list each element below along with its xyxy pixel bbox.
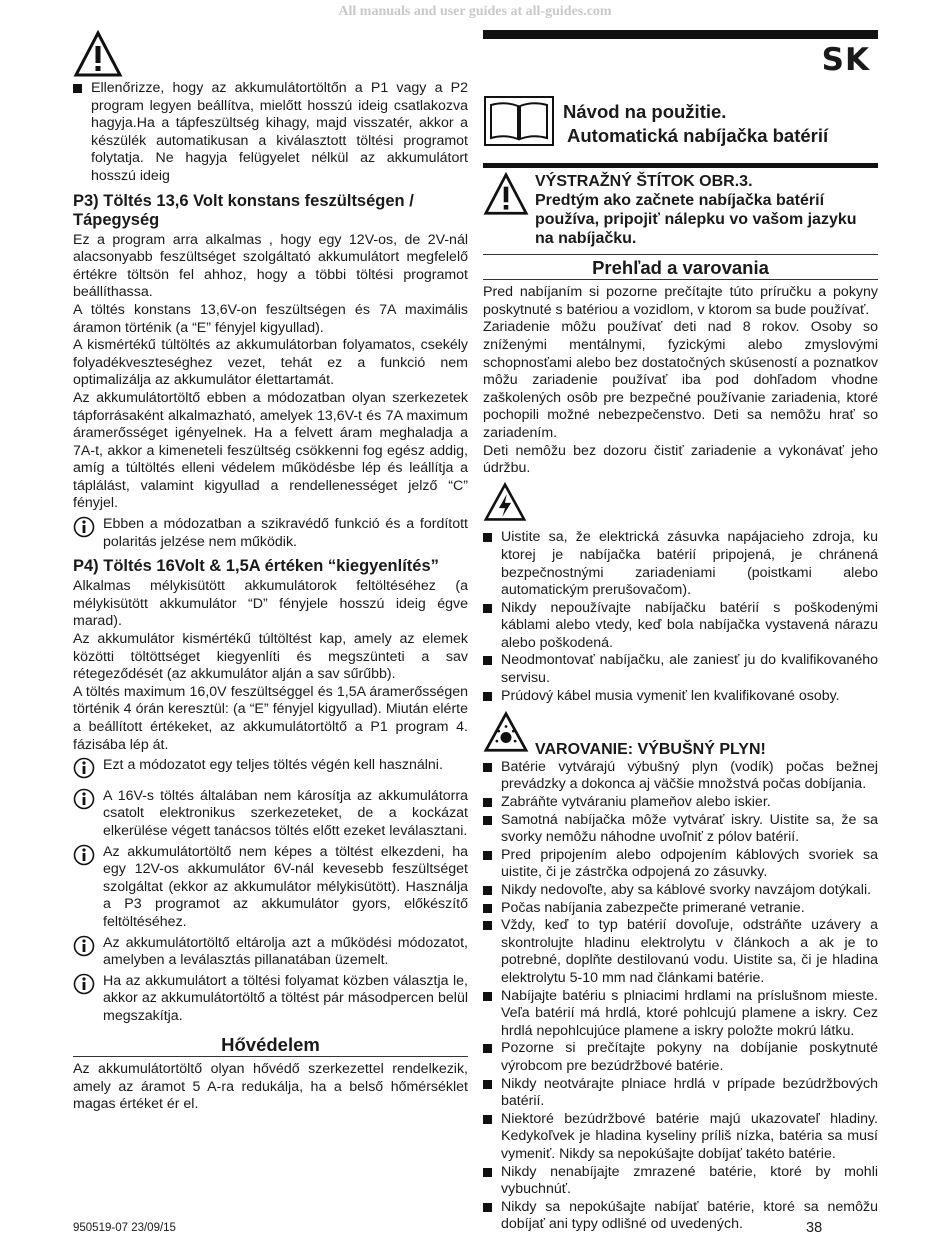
warning-triangle-icon xyxy=(73,30,468,80)
paragraph: Alkalmas mélykisütött akkumulátorok feltöltéséhez (a mélykisütött akkumulátor “D” fényjele hosszú ideig égve marad). xyxy=(73,578,468,630)
section-title-overview: Prehľad a varovania xyxy=(483,254,878,281)
title-line1: Návod na použitie. xyxy=(563,100,727,122)
list-item: Pred pripojením alebo odpojením káblových svoriek sa uistite, či je zástrčka odpojená zo zásuvky. xyxy=(483,847,878,882)
paragraph: Zariadenie môžu používať deti nad 8 rokov. Osoby so zníženými mentálnymi, fyzickými alebo zmyslovými schopnosťami alebo bez dostatočných skúseností a poznatkov môžu zariadenie používať iba pod dohľadom vhodne zaškolených osôb pre bezpečné používanie zariadenia, ktoré pochopili možné nebezpečenstvo. Deti sa nemôžu hrať so zariadením. xyxy=(483,319,878,441)
explosive-gas-icon xyxy=(483,711,535,759)
watermark: All manuals and user guides at all-guides.com xyxy=(338,4,612,19)
paragraph: Deti nemôžu bez dozoru čistiť zariadenie a vykonávať jeho údržbu. xyxy=(483,442,878,477)
list-item: Nikdy sa nepokúšajte nabíjať batérie, ktoré sa nemôžu dobíjať ani typy odlišné od uvedených. xyxy=(483,1199,878,1234)
list-item: Vždy, keď to typ batérií dovoľuje, odstráňte uzávery a skontrolujte hladinu elektrolytu v článkoch a ak je to potrebné, doplňte destilovanú vodu. Uistite sa, či je hladina elektrolytu 5-10 mm nad článkami batérie. xyxy=(483,917,878,987)
list-item: Ellenőrizze, hogy az akkumulátortöltőn a P1 vagy a P2 program legyen beállítva, mielőtt hosszú ideig csatlakozva hagyja.Ha a tápfeszültség kihagy, majd visszatér, akkor a készülék automatikusan a kiválasztott töltési programot folytatja. Ne hagyja felügyelet nélkül az akkumulátort hosszú ideig xyxy=(73,80,468,186)
paragraph: A töltés konstans 13,6V-on feszültségen és 7A maximális áramon történik (a “E” fényjel kigyullad). xyxy=(73,301,468,336)
section-title-heat: Hővédelem xyxy=(73,1032,468,1058)
section-title-p3: P3) Töltés 13,6 Volt konstans feszültségen / Tápegység xyxy=(73,191,414,229)
list-item: Uistite sa, že elektrická zásuvka napájacieho zdroja, ku ktorej je nabíjačka batérií pripojená, je chránená bezpečnostnými zariadeniami (poistkami alebo automatickým prerušovačom). xyxy=(483,529,878,599)
gas-warning-heading xyxy=(483,711,878,759)
paragraph: Pred nabíjaním si pozorne prečítajte túto príručku a pokyny poskytnuté s batériou a vozidlom, v ktorom sa bude používať. xyxy=(483,284,878,318)
list-item: Počas nabíjania zabezpečte primerané vetranie. xyxy=(483,900,878,918)
label-title: VÝSTRAŽNÝ ŠTÍTOK OBR.3. xyxy=(535,172,753,190)
language-header: SK xyxy=(483,30,878,83)
info-circle-icon xyxy=(73,973,103,1001)
paragraph: Az akkumulátor kismértékű túltöltést kap, amely az elemek közötti töltöttséget kiegyenlíti és megszünteti a sav rétegeződését (az akkumulátor alján a sav sűrűbb). xyxy=(73,631,468,683)
paragraph: A kismértékű túltöltés az akkumulátorban folyamatos, csekély folyadékveszteséghez vezet, tehát ez a funkció nem optimalizálja az akkumulátor élettartamát. xyxy=(73,337,468,389)
list-item: Pozorne si prečítajte pokyny na dobíjanie poskytnuté výrobcom pre bezúdržbové batérie. xyxy=(483,1040,878,1075)
warning-label-block xyxy=(483,163,878,248)
info-note: A 16V-s töltés általában nem károsítja az akkumulátorra csatolt elektronikus szerkezeteket, de a kockázat elkerülése végett tanácsos töltés előtt ezeket leválasztani. xyxy=(73,788,468,841)
list-item: Samotná nabíjačka môže vytvárať iskry. Uistite sa, že sa svorky nemôžu náhodne uvoľniť z pólov batérií. xyxy=(483,812,878,847)
list-item: Nabíjajte batériu s plniacimi hrdlami na príslušnom mieste. Veľa batérií má hrdlá, ktoré pohlcujú plamene a iskry. Cez hrdlá nepohlcujúce plamene a iskry položte mokrú látku. xyxy=(483,988,878,1041)
info-circle-icon xyxy=(73,516,103,544)
title-line2: Automatická nabíjačka batérií xyxy=(567,124,829,146)
label-text: Predtým ako začnete nabíjačka batérií používa, pripojiť nálepku vo vašom jazyku na nabíjačku. xyxy=(535,191,857,247)
info-circle-icon xyxy=(73,844,103,872)
info-circle-icon xyxy=(73,935,103,963)
manual-title-block xyxy=(483,95,878,153)
left-column xyxy=(73,30,468,1114)
info-note: Az akkumulátortöltő eltárolja azt a működési módozatot, amelyben a leválasztás pillanatában üzemelt. xyxy=(73,935,468,970)
open-book-icon xyxy=(483,95,563,153)
paragraph: Az akkumulátortöltő olyan hővédő szerkezettel rendelkezik, amely az áramot 5 A-ra redukálja, ha a belső hőmérséklet magas értéket ér el. xyxy=(73,1061,468,1113)
info-circle-icon xyxy=(73,757,103,785)
list-item: Batérie vytvárajú výbušný plyn (vodík) počas bežnej prevádzky a dokonca aj väčšie množstvá počas dobíjania. xyxy=(483,759,878,794)
info-note: Ha az akkumulátort a töltési folyamat közben választja le, akkor az akkumulátortöltő a töltést pár másodpercen belül megszakítja. xyxy=(73,973,468,1026)
list-item: Nikdy neotvárajte plniace hrdlá v prípade bezúdržbových batérií. xyxy=(483,1076,878,1111)
footer-code: 950519-07 23/09/15 xyxy=(73,1222,176,1234)
paragraph: Az akkumulátortöltő ebben a módozatban olyan szerkezetek tápforrásaként alkalmazható, amelyek 13,6V-t és 7A maximum áramerősséget igényelnek. Ha a felvett áram meghaladja a 7A-t, akkor a kimeneteli feszültség csökkenni fog egész addig, amíg a túltöltés elleni védelem működésbe lép és leállítja a táplálást, valamint kigyullad a rendellenességet jelző “C” fényjel. xyxy=(73,389,468,512)
section-title-p4: P4) Töltés 16Volt & 1,5A értéken “kiegyenlítés” xyxy=(73,557,439,576)
electric-shock-icon xyxy=(483,482,878,528)
list-item: Zabráňte vytváraniu plameňov alebo iskier. xyxy=(483,794,878,812)
page-number: 38 xyxy=(806,1220,823,1236)
list-item: Niektoré bezúdržbové batérie majú ukazovateľ hladiny. Kedykoľvek je hladina kyseliny príliš nízka, batéria sa musí vymeniť. Nikdy sa nepokúšajte dobíjať takéto batérie. xyxy=(483,1111,878,1164)
list-item: Nikdy nenabíjajte zmrazené batérie, ktoré by mohli vybuchnúť. xyxy=(483,1164,878,1199)
paragraph: A töltés maximum 16,0V feszültséggel és 1,5A áramerősségen történik 4 órán keresztül: (a “E” fényjel kigyullad). Miután elérte a beállított értékeket, az akkumulátortöltő a P1 program 4. fázisába lép át. xyxy=(73,683,468,753)
info-note: Ebben a módozatban a szikravédő funkció és a fordított polaritás jelzése nem működik. xyxy=(73,516,468,551)
info-note: Ezt a módozatot egy teljes töltés végén kell használni. xyxy=(73,757,468,785)
paragraph: Ez a program arra alkalmas , hogy egy 12V-os, de 2V-nál alacsonyabb feszültséget szolgáltató akkumulátort megfelelő értékre töltsön fel ahhoz, hogy a többi töltési programot beállíthassa. xyxy=(73,231,468,301)
list-item: Prúdový kábel musia vymeniť len kvalifikované osoby. xyxy=(483,688,878,706)
right-column xyxy=(483,30,878,1234)
gas-warning-title: VAROVANIE: VÝBUŠNÝ PLYN! xyxy=(535,741,766,759)
warning-triangle-icon xyxy=(483,172,535,222)
list-item: Nikdy nedovoľte, aby sa káblové svorky navzájom dotýkali. xyxy=(483,882,878,900)
list-item: Neodmontovať nabíjačku, ale zaniesť ju do kvalifikovaného servisu. xyxy=(483,652,878,687)
info-circle-icon xyxy=(73,788,103,816)
info-note: Az akkumulátortöltő nem képes a töltést elkezdeni, ha egy 12V-os akkumulátor 6V-nál kevesebb feszültséget szolgáltat (ekkor az akkumulátor mélykisütött). Használja a P3 programot az akkumulátor gyors, előkészítő feltöltéséhez. xyxy=(73,844,468,932)
list-item: Nikdy nepoužívajte nabíjačku batérií s poškodenými káblami alebo vtedy, keď bola nabíjačka vystavená nárazu alebo poškodená. xyxy=(483,600,878,653)
